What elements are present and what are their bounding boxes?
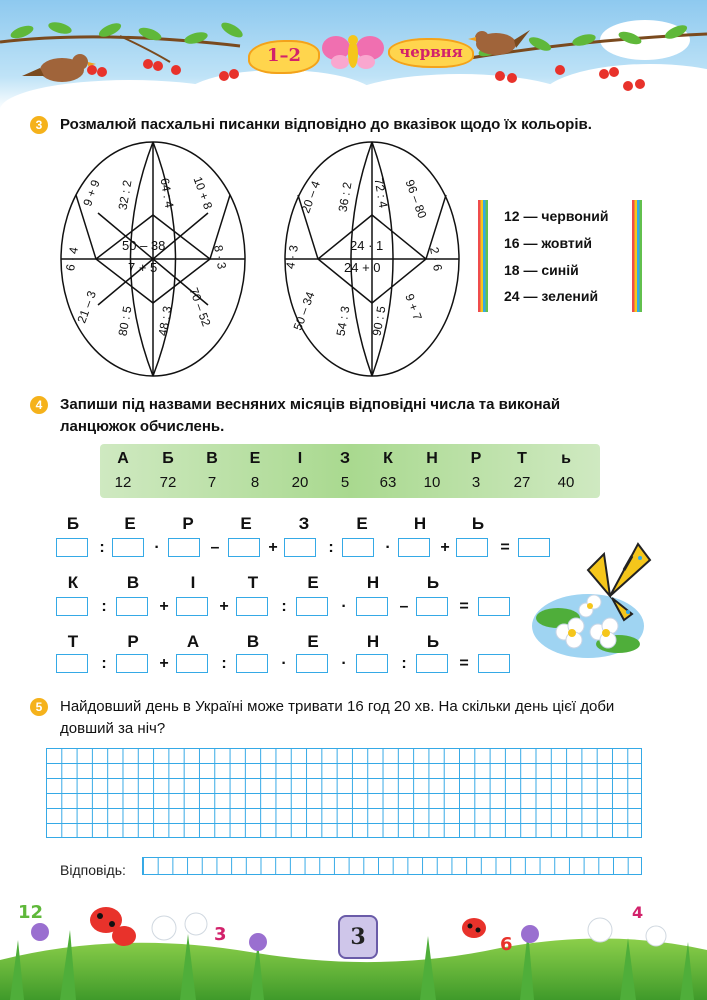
answer-cell[interactable] xyxy=(416,654,448,673)
word-letter: Ь xyxy=(426,632,440,651)
egg-2-expression: 96 – 80 xyxy=(402,177,430,221)
table-letter: К xyxy=(383,450,393,467)
solution-grid[interactable] xyxy=(46,748,642,838)
answer-cell[interactable] xyxy=(176,654,208,673)
table-number: 7 xyxy=(207,474,217,491)
answer-cell[interactable] xyxy=(116,654,148,673)
table-number: 40 xyxy=(557,474,575,491)
answer-cell[interactable] xyxy=(296,654,328,673)
word-letter: В xyxy=(126,573,140,592)
word-letter: Е xyxy=(307,573,319,592)
answer-cell[interactable] xyxy=(296,597,328,616)
egg-1-expression: 9 + 9 xyxy=(80,177,103,209)
egg-2-expression: 4 · 3 xyxy=(283,243,301,271)
egg-2-expression: 9 + 7 xyxy=(402,291,425,323)
egg-2-expression: 24 + 0 xyxy=(344,260,381,275)
legend-item: 24 — зелений xyxy=(504,288,599,304)
month-badge: червня xyxy=(388,38,474,68)
word-letter: Ь xyxy=(426,573,440,592)
operator: = xyxy=(500,539,510,556)
svg-text:4: 4 xyxy=(632,903,644,922)
operator: – xyxy=(399,598,409,615)
table-number: 5 xyxy=(340,474,350,491)
table-number: 63 xyxy=(379,474,397,491)
egg-1-expression: 6 · 4 xyxy=(63,245,81,273)
legend-color-bar-right xyxy=(632,200,642,312)
svg-text:6: 6 xyxy=(500,934,513,955)
table-number: 12 xyxy=(114,474,132,491)
answer-cell[interactable] xyxy=(56,538,88,557)
operator: : xyxy=(99,539,105,556)
table-letter: В xyxy=(206,450,218,467)
answer-cell[interactable] xyxy=(478,597,510,616)
word-letter: Т xyxy=(247,573,259,592)
table-number: 72 xyxy=(159,474,177,491)
answer-cell[interactable] xyxy=(398,538,430,557)
answer-cell[interactable] xyxy=(416,597,448,616)
operator: · xyxy=(154,539,160,556)
table-letter: Т xyxy=(517,450,527,467)
answer-cell[interactable] xyxy=(356,597,388,616)
egg-1-expression: 64 : 4 xyxy=(157,176,177,210)
egg-2-expression: 2 · 6 xyxy=(427,245,445,273)
word-letter: Н xyxy=(366,573,380,592)
cherry-branches-illustration xyxy=(0,0,707,110)
word-letter: А xyxy=(186,632,200,651)
answer-cell[interactable] xyxy=(342,538,374,557)
egg-2-expression: 54 : 3 xyxy=(333,304,353,338)
answer-cell[interactable] xyxy=(356,654,388,673)
word-letter: І xyxy=(190,573,196,592)
egg-2-expression: 50 – 34 xyxy=(290,289,318,333)
operator: + xyxy=(219,598,229,615)
answer-label: Відповідь: xyxy=(60,862,126,878)
table-letter: Н xyxy=(426,450,438,467)
operator: · xyxy=(341,655,347,672)
operator: : xyxy=(401,655,407,672)
legend-item: 16 — жовтий xyxy=(504,235,592,251)
egg-1-expression: 10 + 8 xyxy=(190,174,216,212)
table-letter: Б xyxy=(162,450,174,467)
operator: : xyxy=(101,655,107,672)
legend-item: 18 — синій xyxy=(504,262,579,278)
page-number: 3 xyxy=(338,915,378,959)
word-letter: Ь xyxy=(471,514,485,533)
answer-cell[interactable] xyxy=(176,597,208,616)
answer-cell[interactable] xyxy=(112,538,144,557)
table-letter: З xyxy=(339,450,351,467)
answer-cell[interactable] xyxy=(228,538,260,557)
word-letter: Е xyxy=(240,514,252,533)
egg-1-expression: 21 – 3 xyxy=(74,288,99,326)
operator: – xyxy=(210,539,220,556)
egg-1-expression: 8 · 3 xyxy=(211,243,229,271)
operator: + xyxy=(268,539,278,556)
table-number: 8 xyxy=(250,474,260,491)
operator: + xyxy=(159,655,169,672)
operator: + xyxy=(159,598,169,615)
legend-item: 12 — червоний xyxy=(504,208,609,224)
table-letter: Р xyxy=(470,450,482,467)
operator: : xyxy=(328,539,334,556)
task-5-question-line2: довший за ніч? xyxy=(60,720,166,737)
word-letter: З xyxy=(298,514,310,533)
table-number: 10 xyxy=(423,474,441,491)
operator: = xyxy=(459,598,469,615)
table-letter: А xyxy=(117,450,129,467)
answer-cell[interactable] xyxy=(284,538,316,557)
answer-cell[interactable] xyxy=(456,538,488,557)
date-range-badge: 1–2 xyxy=(248,40,320,74)
task-4-instruction-line2: ланцюжок обчислень. xyxy=(60,418,225,435)
word-letter: Т xyxy=(67,632,79,651)
legend-color-bar-left xyxy=(478,200,488,312)
operator: · xyxy=(385,539,391,556)
task-number-4: 4 xyxy=(30,396,48,414)
table-letter: І xyxy=(297,450,303,467)
table-letter: Е xyxy=(249,450,261,467)
answer-cell[interactable] xyxy=(236,597,268,616)
operator: · xyxy=(341,598,347,615)
letter-number-table xyxy=(100,444,600,498)
table-number: 20 xyxy=(291,474,309,491)
word-letter: Е xyxy=(307,632,319,651)
operator: : xyxy=(281,598,287,615)
svg-text:3: 3 xyxy=(214,924,227,945)
table-number: 27 xyxy=(513,474,531,491)
word-letter: Е xyxy=(356,514,368,533)
egg-2-expression: 20 – 4 xyxy=(298,178,323,216)
page-header xyxy=(0,0,707,110)
table-letter: ь xyxy=(561,450,571,467)
operator: : xyxy=(221,655,227,672)
answer-cell[interactable] xyxy=(236,654,268,673)
egg-2-expression: 36 : 2 xyxy=(335,180,355,214)
operator: · xyxy=(281,655,287,672)
word-letter: Р xyxy=(182,514,194,533)
word-letter: К xyxy=(67,573,79,592)
task-number-5: 5 xyxy=(30,698,48,716)
answer-cell[interactable] xyxy=(56,597,88,616)
svg-text:12: 12 xyxy=(18,902,44,923)
egg-2-expression: 90 : 5 xyxy=(369,304,389,338)
answer-cell[interactable] xyxy=(56,654,88,673)
color-legend xyxy=(478,200,642,312)
task-3-instruction: Розмалюй пасхальні писанки відповідно до вказівок щодо їх кольорів. xyxy=(60,116,592,133)
answer-cell[interactable] xyxy=(116,597,148,616)
egg-1-expression: 50 – 38 xyxy=(122,238,166,253)
operator: : xyxy=(101,598,107,615)
operator: + xyxy=(440,539,450,556)
table-number: 3 xyxy=(471,474,481,491)
task-number-3: 3 xyxy=(30,116,48,134)
egg-2-expression: 72 : 4 xyxy=(371,176,391,210)
egg-1-expression: 7 + 5 xyxy=(128,260,158,275)
word-letter: В xyxy=(246,632,260,651)
operator: = xyxy=(459,655,469,672)
answer-cell[interactable] xyxy=(478,654,510,673)
egg-1-expression: 48 : 3 xyxy=(155,304,175,338)
word-letter: Р xyxy=(127,632,139,651)
word-letter: Е xyxy=(124,514,136,533)
word-letter: Н xyxy=(413,514,427,533)
egg-1-expression: 32 : 2 xyxy=(115,178,135,212)
task-5-question-line1: Найдовший день в Україні може тривати 16 год 20 хв. На скільки день цієї доби xyxy=(60,698,615,715)
answer-input-cells[interactable] xyxy=(142,857,642,875)
task-4-instruction-line1: Запиши під назвами весняних місяців відповідні числа та виконай xyxy=(60,396,561,413)
egg-1-expression: 80 : 5 xyxy=(115,304,135,338)
word-letter: Н xyxy=(366,632,380,651)
answer-cell[interactable] xyxy=(168,538,200,557)
egg-1-expression: 70 – 52 xyxy=(186,285,214,329)
butterfly-flowers-illustration xyxy=(528,540,654,664)
egg-2-expression: 24 · 1 xyxy=(350,238,384,253)
word-letter: Б xyxy=(66,514,80,533)
